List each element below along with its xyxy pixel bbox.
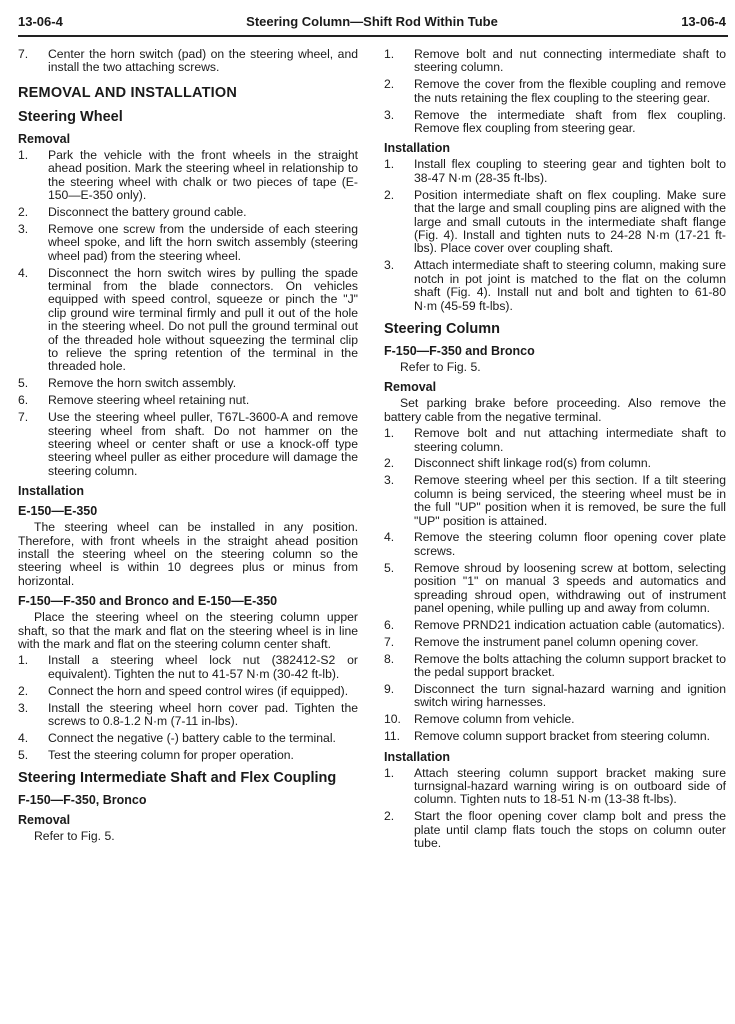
list-item xyxy=(18,685,358,698)
step-text: Test the steering column for proper operation. xyxy=(48,747,294,762)
column-removal-intro: Set parking brake before proceeding. Also remove the battery cable from the negative terminal. xyxy=(384,396,726,424)
left-column xyxy=(18,48,358,847)
step-text: Remove steering wheel retaining nut. xyxy=(48,393,250,408)
list-item xyxy=(384,457,726,470)
step-text: Install flex coupling to steering gear and tighten bolt to 38-47 N·m (28-35 ft-lbs). xyxy=(414,157,726,185)
step-text: Attach steering column support bracket making sure turnsignal-hazard warning wiring is on outboard side of column. Tighten nuts to 18-51 N·m (13-38 ft-lbs). xyxy=(414,765,726,807)
heading-f150-bronco-column: F-150—F-350 and Bronco xyxy=(384,343,535,358)
step-text: Install the steering wheel horn cover pad. Tighten the screws to 0.8-1.2 N·m (7-11 in-lbs). xyxy=(48,700,358,729)
step-number: 6. xyxy=(384,617,395,632)
list-item xyxy=(18,377,358,390)
list-item xyxy=(18,654,358,681)
step-number: 1. xyxy=(384,47,395,61)
step-number: 11. xyxy=(384,729,401,744)
list-item xyxy=(384,767,726,807)
step-text: Remove the bolts attaching the column support bracket to the pedal support bracket. xyxy=(414,651,726,680)
list-item xyxy=(18,702,358,729)
list-item xyxy=(384,189,726,256)
step-text: Use the steering wheel puller, T67L-3600-A and remove steering wheel from shaft. Do not hammer on the steering wheel or center shaft or use a knock-off type steering wheel puller as either procedure will damage the steering column. xyxy=(48,410,358,478)
step-text: Remove bolt and nut connecting intermediate shaft to steering column. xyxy=(414,47,726,75)
step-number: 2. xyxy=(384,77,395,92)
list-item xyxy=(18,732,358,745)
step-number: 4. xyxy=(384,530,395,545)
step-text: Remove the intermediate shaft from flex coupling. Remove flex coupling from steering gear. xyxy=(414,107,726,136)
step-number: 10. xyxy=(384,712,401,727)
list-item xyxy=(384,474,726,528)
step-number: 3. xyxy=(384,473,395,488)
list-item xyxy=(384,48,726,75)
step-number: 2. xyxy=(18,204,29,219)
step-text: Remove column from vehicle. xyxy=(414,712,575,727)
heading-f150-bronco: F-150—F-350, Bronco xyxy=(18,793,147,808)
list-item xyxy=(18,223,358,263)
right-column xyxy=(384,48,726,854)
list-item xyxy=(18,267,358,374)
step-text: Remove one screw from the underside of each steering wheel spoke, and lift the horn switch assembly (steering wheel pad) from the steering wheel. xyxy=(48,221,358,263)
list-item xyxy=(384,683,726,710)
step-text: Start the floor opening cover clamp bolt and press the plate until clamp flats touch the stops on column outer tube. xyxy=(414,809,726,851)
shaft-removal-step-list xyxy=(384,48,726,135)
shaft-installation-step-list xyxy=(384,158,726,312)
step-number: 4. xyxy=(18,730,29,745)
section-title: Steering Column—Shift Rod Within Tube xyxy=(246,14,498,29)
step-text: Attach intermediate shaft to steering column, making sure notch in pot joint is matched to the flat on the column shaft (Fig. 4). Install nut and bolt and tighten to 61-80 N·m (45-59 ft-lbs). xyxy=(414,258,726,313)
step-number: 3. xyxy=(384,107,395,122)
step-number: 7. xyxy=(384,634,395,649)
step-number: 8. xyxy=(384,651,395,666)
heading-removal-installation: REMOVAL AND INSTALLATION xyxy=(18,84,238,101)
step-text: Position intermediate shaft on flex coupling. Make sure that the large and small coupling pins are aligned with the large and small cutouts in the intermediate shaft flange (Fig. 4). Install and tighten nuts to 24-28 N·m (17-21 ft-lbs). Place cover over coupling shaft. xyxy=(414,187,726,256)
figure-reference: Refer to Fig. 5. xyxy=(34,829,115,844)
heading-steering-wheel: Steering Wheel xyxy=(18,108,123,125)
step-text: Disconnect the turn signal-hazard warning and ignition switch wiring harnesses. xyxy=(414,682,726,710)
step-number: 1. xyxy=(384,157,395,172)
page-header xyxy=(18,14,726,32)
figure-reference-column: Refer to Fig. 5. xyxy=(400,359,481,374)
intro-step-list xyxy=(18,48,358,75)
list-item xyxy=(18,206,358,219)
heading-steering-column: Steering Column xyxy=(384,320,501,337)
step-text: Remove the cover from the flexible coupling and remove the nuts retaining the flex coupling to the steering gear. xyxy=(414,77,726,105)
step-number: 5. xyxy=(384,560,395,575)
list-item xyxy=(384,653,726,680)
header-rule xyxy=(18,35,728,37)
step-number: 2. xyxy=(384,809,395,824)
list-item xyxy=(18,149,358,203)
list-item xyxy=(18,749,358,762)
step-text: Remove the steering column floor opening cover plate screws. xyxy=(414,530,726,558)
step-number: 6. xyxy=(18,393,29,408)
list-item xyxy=(384,531,726,558)
list-item xyxy=(384,78,726,105)
heading-installation: Installation xyxy=(18,484,84,499)
column-removal-step-list xyxy=(384,427,726,744)
removal-step-list xyxy=(18,149,358,478)
step-number: 1. xyxy=(18,653,29,668)
step-text: Park the vehicle with the front wheels in the straight ahead position. Mark the steering wheel in relationship to the steering wheel with chalk or two pieces of tape (E-150—E-350 only). xyxy=(48,147,358,203)
step-text: Remove column support bracket from steering column. xyxy=(414,729,711,744)
step-text: Remove PRND21 indication actuation cable (automatics). xyxy=(414,617,725,632)
heading-column-installation: Installation xyxy=(384,749,450,764)
step-number: 3. xyxy=(18,221,29,236)
step-number: 7. xyxy=(18,410,29,425)
step-number: 3. xyxy=(384,258,395,273)
step-text: Install a steering wheel lock nut (382412-S2 or equivalent). Tighten the nut to 41-57 N·m (30-42 ft-lb). xyxy=(48,653,358,681)
step-number: 9. xyxy=(384,682,395,697)
step-number: 2. xyxy=(18,683,29,698)
heading-intermediate-shaft: Steering Intermediate Shaft and Flex Coupling xyxy=(18,770,337,787)
list-item xyxy=(384,730,726,743)
list-item xyxy=(384,259,726,313)
step-number: 7. xyxy=(18,47,29,61)
list-item xyxy=(384,636,726,649)
installation-step-list xyxy=(18,654,358,762)
step-text: Remove steering wheel per this section. If a tilt steering column is being serviced, the steering wheel must be in the full "UP" position when it is removed, be sure the full "UP" position is attained. xyxy=(414,473,726,528)
step-number: 5. xyxy=(18,376,29,391)
step-number: 1. xyxy=(18,147,29,162)
list-item xyxy=(384,158,726,185)
page-number-right: 13-06-4 xyxy=(681,14,726,29)
step-text: Remove the horn switch assembly. xyxy=(48,376,237,391)
list-item xyxy=(18,48,358,75)
heading-column-removal: Removal xyxy=(384,380,437,395)
step-number: 3. xyxy=(18,700,29,715)
list-item xyxy=(384,619,726,632)
step-text: Connect the horn and speed control wires (if equipped). xyxy=(48,683,349,698)
heading-shaft-installation: Installation xyxy=(384,141,450,156)
heading-removal: Removal xyxy=(18,131,71,146)
step-number: 2. xyxy=(384,187,395,202)
heading-f150: F-150—F-350 and Bronco and E-150—E-350 xyxy=(18,594,278,609)
e150-paragraph: The steering wheel can be installed in any position. Therefore, with front wheels in the straight ahead position install the steering wheel on the steering column so the steering wheel is within 10 degrees plus or minus from horizontal. xyxy=(18,520,358,588)
step-number: 1. xyxy=(384,765,395,780)
page-number-left: 13-06-4 xyxy=(18,14,63,29)
heading-e150: E-150—E-350 xyxy=(18,504,98,519)
list-item xyxy=(384,810,726,850)
list-item xyxy=(18,411,358,478)
list-item xyxy=(18,394,358,407)
list-item xyxy=(384,562,726,616)
list-item xyxy=(384,713,726,726)
step-text: Center the horn switch (pad) on the steering wheel, and install the two attaching screws. xyxy=(48,47,358,75)
column-installation-step-list xyxy=(384,767,726,851)
step-text: Disconnect the horn switch wires by pulling the spade terminal from the blade connectors. On vehicles equipped with speed control, squeeze or pinch the "J" clip ground wire terminal firmly and pull it out of the hole in the steering wheel. Do not pull the ground terminal out of the threaded hole without squeezing the terminal clip to relieve the spring retention of the terminal in the threaded hole. xyxy=(48,265,358,374)
step-text: Disconnect shift linkage rod(s) from column. xyxy=(414,456,652,471)
step-text: Remove bolt and nut attaching intermediate shaft to steering column. xyxy=(414,426,726,454)
list-item xyxy=(384,109,726,136)
list-item xyxy=(384,427,726,454)
step-number: 5. xyxy=(18,747,29,762)
step-number: 4. xyxy=(18,265,29,280)
heading-removal-shaft: Removal xyxy=(18,813,71,828)
step-number: 1. xyxy=(384,426,395,441)
f150-paragraph: Place the steering wheel on the steering column upper shaft, so that the mark and flat on the steering wheel is in line with the mark and flat on the steering column center shaft. xyxy=(18,610,358,651)
step-text: Remove the instrument panel column opening cover. xyxy=(414,634,699,649)
step-text: Connect the negative (-) battery cable to the terminal. xyxy=(48,730,336,745)
step-text: Remove shroud by loosening screw at bottom, selecting position "1" on manual 3 speeds and automatics and spreading shroud open, withdrawing out of instrument panel opening, while pulling up and away from column. xyxy=(414,560,726,615)
step-number: 2. xyxy=(384,456,395,471)
step-text: Disconnect the battery ground cable. xyxy=(48,204,247,219)
